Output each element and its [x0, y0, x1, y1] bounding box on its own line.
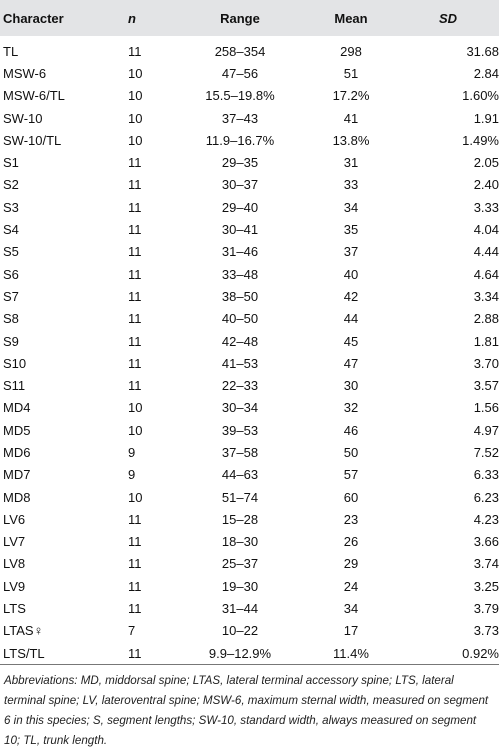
cell-mean: 29 [343, 556, 359, 572]
cell-sd: 3.79 [473, 601, 499, 617]
table-row [0, 196, 499, 218]
cell-sd: 1.49% [462, 132, 499, 148]
cell-n: 11 [128, 333, 142, 349]
cell-mean: 45 [343, 333, 359, 349]
cell-n: 11 [128, 177, 142, 193]
cell-mean: 35 [343, 222, 359, 238]
cell-character: LV8 [3, 556, 26, 572]
cell-n: 9 [128, 444, 136, 460]
cell-sd: 3.57 [473, 378, 499, 394]
table-row [0, 441, 499, 463]
cell-sd: 3.73 [473, 623, 499, 639]
table-row [0, 575, 499, 597]
table-row [0, 464, 499, 486]
cell-range: 37–43 [221, 110, 259, 126]
cell-sd: 6.33 [473, 467, 499, 483]
cell-mean: 17.2% [332, 88, 370, 104]
table-row [0, 642, 499, 664]
cell-range: 29–40 [221, 199, 259, 215]
table-row [0, 553, 499, 575]
cell-character: S3 [3, 199, 19, 215]
cell-character: S5 [3, 244, 19, 260]
cell-character: MSW-6/TL [3, 88, 65, 104]
table-row [0, 597, 499, 619]
cell-n: 11 [128, 645, 142, 661]
cell-mean: 34 [343, 199, 359, 215]
cell-character: S7 [3, 288, 19, 304]
cell-range: 44–63 [221, 467, 259, 483]
cell-mean: 57 [343, 467, 359, 483]
cell-character: MD7 [3, 467, 31, 483]
cell-n: 9 [128, 467, 136, 483]
cell-range: 47–56 [221, 65, 259, 81]
cell-character: MD6 [3, 444, 31, 460]
cell-sd: 1.91 [473, 110, 499, 126]
cell-range: 10–22 [221, 623, 259, 639]
cell-mean: 13.8% [332, 132, 370, 148]
cell-mean: 40 [343, 266, 359, 282]
table-row [0, 486, 499, 508]
header-character: Character [3, 10, 64, 26]
cell-n: 11 [128, 578, 142, 594]
cell-range: 39–53 [221, 422, 259, 438]
cell-n: 11 [128, 199, 142, 215]
cell-character: LTS [3, 601, 26, 617]
cell-n: 11 [128, 288, 142, 304]
header-range: Range [220, 10, 260, 26]
table-row [0, 419, 499, 441]
cell-sd: 3.25 [473, 578, 499, 594]
cell-range: 38–50 [221, 288, 259, 304]
table-row [0, 263, 499, 285]
cell-sd: 2.05 [473, 155, 499, 171]
cell-n: 7 [128, 623, 136, 639]
table-row [0, 352, 499, 374]
cell-sd: 2.84 [473, 65, 499, 81]
cell-sd: 1.60% [462, 88, 499, 104]
cell-n: 11 [128, 556, 142, 572]
table-row [0, 151, 499, 173]
table-row [0, 285, 499, 307]
cell-character: S4 [3, 222, 19, 238]
cell-range: 18–30 [221, 534, 259, 550]
cell-character: SW-10 [3, 110, 43, 126]
cell-character: SW-10/TL [3, 132, 62, 148]
cell-character: MSW-6 [3, 65, 47, 81]
cell-character: TL [3, 43, 19, 59]
table-row [0, 85, 499, 107]
cell-n: 10 [128, 110, 143, 126]
cell-sd: 2.88 [473, 311, 499, 327]
cell-character: S2 [3, 177, 19, 193]
cell-sd: 7.52 [473, 444, 499, 460]
table-row [0, 107, 499, 129]
table-footnote: Abbreviations: MD, middorsal spine; LTAS, lateral terminal accessory spine; LTS, lateral terminal spine; LV, lateroventral spine; MSW-6, maximum sternal width, measured on segment 6 in this species; S, segment lengths; SW-10, standard width, always measured on segment 10; TL, trunk length. [4, 674, 489, 748]
table-row [0, 330, 499, 352]
cell-range: 22–33 [221, 378, 259, 394]
table-row [0, 174, 499, 196]
cell-mean: 17 [343, 623, 359, 639]
cell-range: 29–35 [221, 155, 259, 171]
cell-n: 10 [128, 400, 143, 416]
cell-n: 11 [128, 43, 142, 59]
cell-character: S10 [3, 355, 27, 371]
table-row [0, 308, 499, 330]
table-row [0, 374, 499, 396]
cell-character: MD5 [3, 422, 31, 438]
cell-range: 9.9–12.9% [208, 645, 272, 661]
cell-range: 15.5–19.8% [205, 88, 275, 104]
cell-n: 10 [128, 489, 143, 505]
cell-character: LV7 [3, 534, 26, 550]
cell-n: 11 [128, 244, 142, 260]
cell-range: 41–53 [221, 355, 259, 371]
cell-character: MD4 [3, 400, 31, 416]
cell-mean: 51 [343, 65, 359, 81]
cell-sd: 4.64 [473, 266, 499, 282]
cell-mean: 37 [343, 244, 359, 260]
cell-n: 10 [128, 88, 143, 104]
cell-mean: 30 [343, 378, 359, 394]
cell-n: 11 [128, 378, 142, 394]
table-row [0, 397, 499, 419]
cell-range: 25–37 [221, 556, 259, 572]
cell-range: 19–30 [221, 578, 259, 594]
cell-sd: 4.23 [473, 511, 499, 527]
table-row [0, 62, 499, 84]
cell-mean: 41 [343, 110, 359, 126]
cell-n: 11 [128, 266, 142, 282]
cell-sd: 0.92% [462, 645, 499, 661]
cell-mean: 60 [343, 489, 359, 505]
cell-sd: 3.74 [473, 556, 499, 572]
cell-character: S6 [3, 266, 19, 282]
table-row [0, 531, 499, 553]
cell-range: 40–50 [221, 311, 259, 327]
cell-n: 10 [128, 422, 143, 438]
cell-mean: 34 [343, 601, 359, 617]
cell-range: 42–48 [221, 333, 259, 349]
cell-character: S1 [3, 155, 19, 171]
table-row [0, 241, 499, 263]
table-row [0, 36, 499, 62]
cell-mean: 47 [343, 355, 359, 371]
cell-mean: 46 [343, 422, 359, 438]
header-mean: Mean [334, 10, 368, 26]
table-row [0, 218, 499, 240]
table-header-row [0, 0, 499, 36]
cell-sd: 3.70 [473, 355, 499, 371]
cell-character: S8 [3, 311, 19, 327]
cell-range: 31–44 [221, 601, 259, 617]
cell-mean: 23 [343, 511, 359, 527]
cell-mean: 32 [343, 400, 359, 416]
cell-sd: 3.33 [473, 199, 499, 215]
cell-character: LV9 [3, 578, 26, 594]
cell-character: LTS/TL [3, 645, 45, 661]
cell-n: 11 [128, 601, 142, 617]
cell-sd: 3.34 [473, 288, 499, 304]
cell-n: 11 [128, 222, 142, 238]
cell-n: 11 [128, 511, 142, 527]
cell-sd: 3.66 [473, 534, 499, 550]
cell-mean: 31 [343, 155, 359, 171]
cell-sd: 4.97 [473, 422, 499, 438]
cell-mean: 44 [343, 311, 359, 327]
cell-range: 30–34 [221, 400, 259, 416]
table-body [0, 36, 499, 664]
cell-sd: 2.40 [473, 177, 499, 193]
cell-n: 11 [128, 155, 142, 171]
cell-mean: 33 [343, 177, 359, 193]
cell-range: 33–48 [221, 266, 259, 282]
cell-range: 15–28 [221, 511, 259, 527]
cell-character: LV6 [3, 511, 26, 527]
cell-mean: 50 [343, 444, 359, 460]
cell-mean: 11.4% [333, 645, 369, 661]
cell-sd: 4.04 [473, 222, 499, 238]
cell-sd: 4.44 [473, 244, 499, 260]
cell-range: 37–58 [221, 444, 259, 460]
cell-mean: 26 [343, 534, 359, 550]
header-n: n [128, 10, 136, 26]
header-sd: SD [438, 10, 458, 26]
cell-range: 11.9–16.7% [205, 132, 275, 148]
cell-range: 258–354 [214, 43, 266, 59]
cell-sd: 6.23 [473, 489, 499, 505]
cell-character: S11 [3, 378, 26, 394]
cell-n: 10 [128, 65, 143, 81]
cell-n: 11 [128, 355, 142, 371]
cell-range: 31–46 [221, 244, 259, 260]
cell-range: 30–41 [221, 222, 259, 238]
cell-range: 51–74 [221, 489, 259, 505]
cell-character: LTAS♀ [3, 623, 44, 639]
cell-character: S9 [3, 333, 19, 349]
table-row [0, 620, 499, 642]
cell-range: 30–37 [221, 177, 259, 193]
cell-sd: 1.81 [473, 333, 499, 349]
cell-mean: 298 [340, 43, 362, 59]
cell-mean: 42 [343, 288, 359, 304]
cell-n: 11 [128, 534, 142, 550]
cell-sd: 1.56 [473, 400, 499, 416]
table-row [0, 129, 499, 151]
cell-sd: 31.68 [466, 43, 499, 59]
cell-character: MD8 [3, 489, 31, 505]
cell-n: 11 [128, 311, 142, 327]
table-row [0, 508, 499, 530]
cell-mean: 24 [343, 578, 359, 594]
cell-n: 10 [128, 132, 143, 148]
